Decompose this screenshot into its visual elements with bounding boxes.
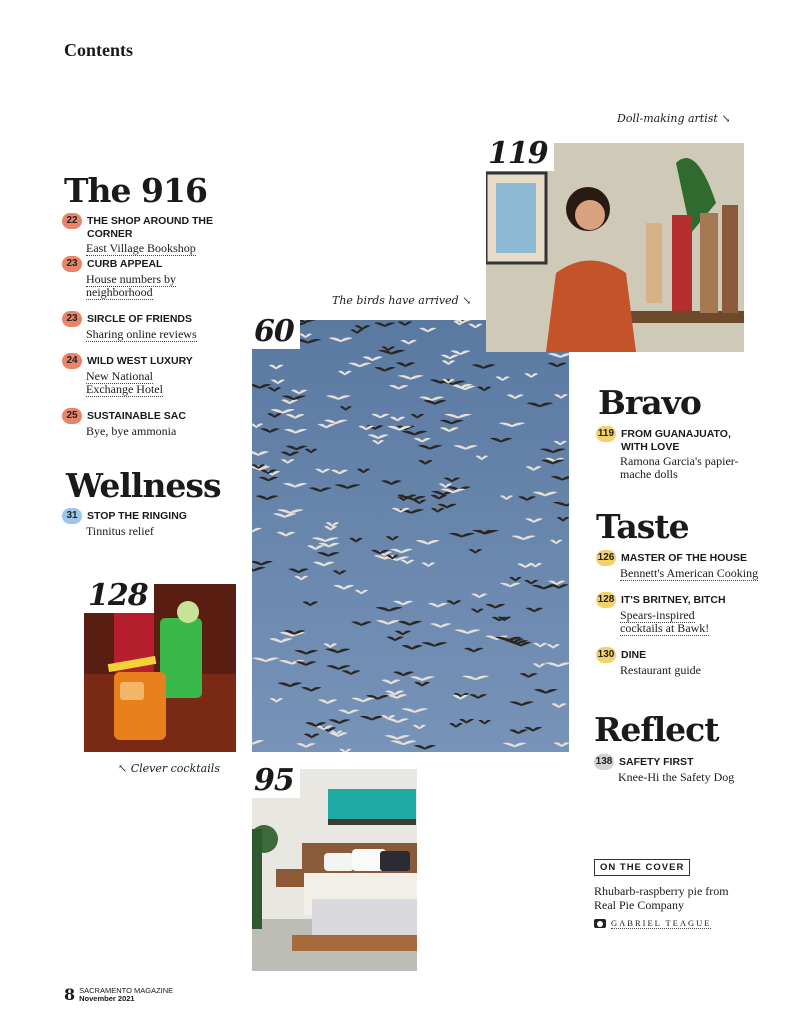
camera-icon <box>594 919 606 928</box>
section-title-bravo: Bravo <box>598 383 701 422</box>
toc-entry[interactable] <box>596 550 786 580</box>
cover-description: Rhubarb-raspberry pie from Real Pie Company <box>594 884 729 912</box>
page-number-badge: 119 <box>596 426 616 442</box>
entry-subtitle: Ramona Garcia's papier-mache dolls <box>620 454 739 481</box>
entry-title: IT'S BRITNEY, BITCH <box>621 594 726 606</box>
toc-entry[interactable] <box>62 256 212 299</box>
entry-subtitle: House numbers by neighborhood <box>86 272 176 299</box>
entry-subtitle: Tinnitus relief <box>86 524 154 538</box>
page-number-badge: 24 <box>62 353 82 369</box>
page-number-badge: 31 <box>62 508 82 524</box>
on-the-cover-label: ON THE COVER <box>594 859 690 876</box>
folio: 8 <box>64 985 76 1004</box>
section-title-taste: Taste <box>596 507 689 546</box>
page-number-badge: 25 <box>62 408 82 424</box>
entry-subtitle: East Village Bookshop <box>86 241 196 255</box>
footer <box>64 987 173 1003</box>
page-number-badge: 138 <box>594 754 614 770</box>
page-number-badge: 130 <box>596 647 616 663</box>
page-number-badge: 22 <box>62 213 82 229</box>
artist-photo <box>486 143 744 352</box>
photo-page-number: 119 <box>482 137 554 171</box>
photo-caption: The birds have arrived ↘ <box>332 294 472 307</box>
entry-subtitle: Spears-inspired cocktails at Bawk! <box>620 608 710 635</box>
toc-entry[interactable] <box>594 754 784 784</box>
toc-entry[interactable] <box>596 426 756 481</box>
arrow-icon: ↖ <box>118 762 128 775</box>
entry-title: CURB APPEAL <box>87 258 163 270</box>
toc-entry[interactable] <box>62 213 252 255</box>
photo-page-number: 128 <box>82 579 154 613</box>
issue-date: November 2021 <box>79 994 135 1003</box>
page-label: Contents <box>64 40 134 60</box>
entry-subtitle: Bennett's American Cooking <box>620 566 759 580</box>
photo-page-number: 60 <box>248 315 300 349</box>
photo-page-number: 95 <box>248 764 300 798</box>
arrow-icon: ↘ <box>462 294 472 307</box>
magazine-name: SACRAMENTO MAGAZINE <box>79 986 174 995</box>
entry-title: STOP THE RINGING <box>87 510 187 522</box>
toc-entry[interactable] <box>62 353 202 396</box>
page-number-badge: 128 <box>596 592 616 608</box>
page-number-badge: 23 <box>62 256 82 272</box>
toc-entry[interactable] <box>62 508 252 538</box>
birds-photo <box>252 320 569 752</box>
entry-title: SUSTAINABLE SAC <box>87 410 186 422</box>
page-number-badge: 126 <box>596 550 616 566</box>
bedroom-photo <box>252 769 417 971</box>
toc-entry[interactable] <box>596 647 786 677</box>
entry-subtitle: Bye, bye ammonia <box>86 424 177 438</box>
photo-caption: ↖ Clever cocktails <box>118 762 220 775</box>
entry-title: SIRCLE OF FRIENDS <box>87 313 193 325</box>
photo-credit: GABRIEL TEAGUE <box>594 918 711 929</box>
photo-caption: Doll-making artist ↘ <box>617 112 731 125</box>
entry-title: DINE <box>621 649 647 661</box>
entry-subtitle: Restaurant guide <box>620 663 701 677</box>
section-title-the-916: The 916 <box>64 171 207 210</box>
entry-title: MASTER OF THE HOUSE <box>621 552 748 564</box>
section-title-wellness: Wellness <box>66 466 221 505</box>
entry-title: THE SHOP AROUND THE CORNER <box>87 215 214 240</box>
toc-entry[interactable] <box>62 311 252 341</box>
entry-title: WILD WEST LUXURY <box>87 355 193 367</box>
section-title-reflect: Reflect <box>594 710 719 749</box>
entry-subtitle: New National Exchange Hotel <box>86 369 163 396</box>
entry-title: SAFETY FIRST <box>619 756 694 768</box>
entry-title: FROM GUANAJUATO, WITH LOVE <box>621 428 731 453</box>
entry-subtitle: Sharing online reviews <box>86 327 197 341</box>
toc-entry[interactable] <box>596 592 736 635</box>
page-number-badge: 23 <box>62 311 82 327</box>
arrow-icon: ↘ <box>721 112 731 125</box>
toc-entry[interactable] <box>62 408 252 438</box>
entry-subtitle: Knee-Hi the Safety Dog <box>618 770 735 784</box>
